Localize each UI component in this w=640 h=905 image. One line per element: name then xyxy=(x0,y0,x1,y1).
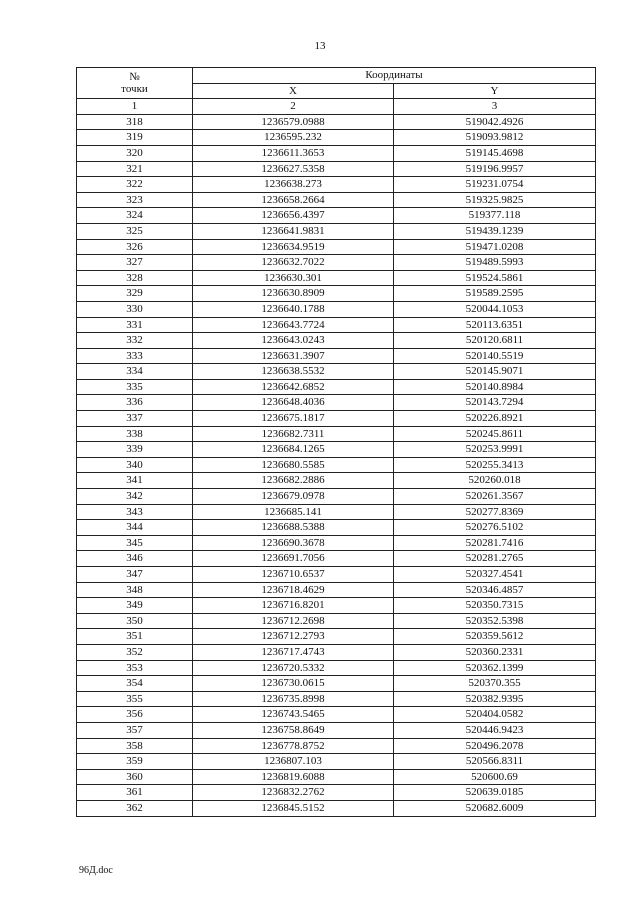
y-coordinate-cell: 519524.5861 xyxy=(394,270,596,286)
point-number-cell: 351 xyxy=(77,629,193,645)
point-number-cell: 318 xyxy=(77,114,193,130)
x-coordinate-cell: 1236685.141 xyxy=(193,504,394,520)
point-number-cell: 358 xyxy=(77,738,193,754)
point-number-cell: 327 xyxy=(77,255,193,271)
table-row xyxy=(77,457,596,473)
table-row xyxy=(77,130,596,146)
table-row xyxy=(77,800,596,816)
x-coordinate-cell: 1236632.7022 xyxy=(193,255,394,271)
y-coordinate-cell: 520446.9423 xyxy=(394,722,596,738)
y-coordinate-cell: 519042.4926 xyxy=(394,114,596,130)
y-coordinate-cell: 520253.9991 xyxy=(394,442,596,458)
y-coordinate-cell: 519145.4698 xyxy=(394,145,596,161)
y-coordinate-cell: 520566.8311 xyxy=(394,754,596,770)
table-row xyxy=(77,489,596,505)
x-coordinate-cell: 1236642.6852 xyxy=(193,379,394,395)
table-row xyxy=(77,145,596,161)
table-row xyxy=(77,379,596,395)
point-number-cell: 352 xyxy=(77,644,193,660)
y-header: Y xyxy=(394,83,596,99)
x-coordinate-cell: 1236743.5465 xyxy=(193,707,394,723)
column-number-2: 2 xyxy=(193,99,394,115)
point-number-word: точки xyxy=(121,83,148,96)
x-coordinate-cell: 1236638.273 xyxy=(193,177,394,193)
table-row xyxy=(77,239,596,255)
point-number-cell: 343 xyxy=(77,504,193,520)
point-number-cell: 333 xyxy=(77,348,193,364)
x-coordinate-cell: 1236845.5152 xyxy=(193,800,394,816)
x-coordinate-cell: 1236658.2664 xyxy=(193,192,394,208)
point-number-cell: 337 xyxy=(77,411,193,427)
y-coordinate-cell: 519231.0754 xyxy=(394,177,596,193)
point-number-cell: 359 xyxy=(77,754,193,770)
x-coordinate-cell: 1236682.2886 xyxy=(193,473,394,489)
column-number-1: 1 xyxy=(77,99,193,115)
x-header: X xyxy=(193,83,394,99)
x-coordinate-cell: 1236807.103 xyxy=(193,754,394,770)
x-coordinate-cell: 1236680.5585 xyxy=(193,457,394,473)
x-coordinate-cell: 1236611.3653 xyxy=(193,145,394,161)
point-number-cell: 356 xyxy=(77,707,193,723)
y-coordinate-cell: 520346.4857 xyxy=(394,582,596,598)
point-number-cell: 329 xyxy=(77,286,193,302)
point-number-cell: 349 xyxy=(77,598,193,614)
column-number-3: 3 xyxy=(394,99,596,115)
table-row xyxy=(77,177,596,193)
header-row-top xyxy=(77,68,596,84)
x-coordinate-cell: 1236688.5388 xyxy=(193,520,394,536)
table-row xyxy=(77,286,596,302)
y-coordinate-cell: 520281.7416 xyxy=(394,535,596,551)
point-number-cell: 348 xyxy=(77,582,193,598)
x-coordinate-cell: 1236638.5532 xyxy=(193,364,394,380)
table-row xyxy=(77,535,596,551)
y-coordinate-cell: 519325.9825 xyxy=(394,192,596,208)
point-number-cell: 328 xyxy=(77,270,193,286)
table-row xyxy=(77,769,596,785)
y-coordinate-cell: 520226.8921 xyxy=(394,411,596,427)
page-number: 13 xyxy=(314,40,326,52)
table-row xyxy=(77,676,596,692)
point-number-cell: 319 xyxy=(77,130,193,146)
x-coordinate-cell: 1236675.1817 xyxy=(193,411,394,427)
point-number-cell: 334 xyxy=(77,364,193,380)
point-number-cell: 326 xyxy=(77,239,193,255)
x-coordinate-cell: 1236832.2762 xyxy=(193,785,394,801)
point-number-cell: 346 xyxy=(77,551,193,567)
y-coordinate-cell: 519589.2595 xyxy=(394,286,596,302)
table-row xyxy=(77,442,596,458)
table-row xyxy=(77,754,596,770)
point-number-cell: 342 xyxy=(77,489,193,505)
table-row xyxy=(77,473,596,489)
point-number-cell: 354 xyxy=(77,676,193,692)
table-row xyxy=(77,691,596,707)
point-number-cell: 335 xyxy=(77,379,193,395)
table-row xyxy=(77,161,596,177)
x-coordinate-cell: 1236716.8201 xyxy=(193,598,394,614)
point-number-cell: 338 xyxy=(77,426,193,442)
y-coordinate-cell: 520350.7315 xyxy=(394,598,596,614)
point-number-cell: 347 xyxy=(77,567,193,583)
y-coordinate-cell: 519196.9957 xyxy=(394,161,596,177)
x-coordinate-cell: 1236682.7311 xyxy=(193,426,394,442)
point-number-cell: 336 xyxy=(77,395,193,411)
table-row xyxy=(77,551,596,567)
y-coordinate-cell: 520245.8611 xyxy=(394,426,596,442)
table-row xyxy=(77,660,596,676)
point-number-cell: 355 xyxy=(77,691,193,707)
x-coordinate-cell: 1236631.3907 xyxy=(193,348,394,364)
table-row xyxy=(77,629,596,645)
x-coordinate-cell: 1236819.6088 xyxy=(193,769,394,785)
y-coordinate-cell: 519377.118 xyxy=(394,208,596,224)
y-coordinate-cell: 520370.355 xyxy=(394,676,596,692)
table-row xyxy=(77,364,596,380)
x-coordinate-cell: 1236735.8998 xyxy=(193,691,394,707)
x-coordinate-cell: 1236710.6537 xyxy=(193,567,394,583)
x-coordinate-cell: 1236712.2698 xyxy=(193,613,394,629)
x-coordinate-cell: 1236579.0988 xyxy=(193,114,394,130)
point-number-cell: 330 xyxy=(77,301,193,317)
table-row xyxy=(77,208,596,224)
y-coordinate-cell: 520143.7294 xyxy=(394,395,596,411)
table-row xyxy=(77,317,596,333)
point-number-symbol: № xyxy=(129,71,140,84)
point-number-cell: 324 xyxy=(77,208,193,224)
x-coordinate-cell: 1236640.1788 xyxy=(193,301,394,317)
table-row xyxy=(77,301,596,317)
table-row xyxy=(77,426,596,442)
table-row xyxy=(77,348,596,364)
table-body xyxy=(77,114,596,816)
y-coordinate-cell: 519093.9812 xyxy=(394,130,596,146)
y-coordinate-cell: 520261.3567 xyxy=(394,489,596,505)
table-row xyxy=(77,644,596,660)
x-coordinate-cell: 1236641.9831 xyxy=(193,223,394,239)
table-row xyxy=(77,582,596,598)
y-coordinate-cell: 520113.6351 xyxy=(394,317,596,333)
y-coordinate-cell: 520140.5519 xyxy=(394,348,596,364)
y-coordinate-cell: 520682.6009 xyxy=(394,800,596,816)
x-coordinate-cell: 1236630.301 xyxy=(193,270,394,286)
x-coordinate-cell: 1236627.5358 xyxy=(193,161,394,177)
y-coordinate-cell: 520140.8984 xyxy=(394,379,596,395)
point-number-cell: 332 xyxy=(77,333,193,349)
x-coordinate-cell: 1236730.0615 xyxy=(193,676,394,692)
point-number-cell: 321 xyxy=(77,161,193,177)
point-number-cell: 320 xyxy=(77,145,193,161)
x-coordinate-cell: 1236717.4743 xyxy=(193,644,394,660)
table-row xyxy=(77,255,596,271)
y-coordinate-cell: 520145.9071 xyxy=(394,364,596,380)
y-coordinate-cell: 520281.2765 xyxy=(394,551,596,567)
x-coordinate-cell: 1236690.3678 xyxy=(193,535,394,551)
y-coordinate-cell: 520277.8369 xyxy=(394,504,596,520)
point-number-cell: 345 xyxy=(77,535,193,551)
y-coordinate-cell: 520044.1053 xyxy=(394,301,596,317)
footer-filename: 96Д.doc xyxy=(79,865,113,876)
point-number-cell: 322 xyxy=(77,177,193,193)
table-row xyxy=(77,270,596,286)
table-row xyxy=(77,395,596,411)
table-row xyxy=(77,722,596,738)
x-coordinate-cell: 1236679.0978 xyxy=(193,489,394,505)
table-row xyxy=(77,114,596,130)
x-coordinate-cell: 1236595.232 xyxy=(193,130,394,146)
x-coordinate-cell: 1236643.0243 xyxy=(193,333,394,349)
table-row xyxy=(77,520,596,536)
point-number-cell: 350 xyxy=(77,613,193,629)
point-number-cell: 340 xyxy=(77,457,193,473)
y-coordinate-cell: 520327.4541 xyxy=(394,567,596,583)
y-coordinate-cell: 520255.3413 xyxy=(394,457,596,473)
x-coordinate-cell: 1236643.7724 xyxy=(193,317,394,333)
x-coordinate-cell: 1236648.4036 xyxy=(193,395,394,411)
table-header xyxy=(77,68,596,115)
y-coordinate-cell: 520352.5398 xyxy=(394,613,596,629)
y-coordinate-cell: 520404.0582 xyxy=(394,707,596,723)
table-row xyxy=(77,411,596,427)
table-row xyxy=(77,333,596,349)
table-row xyxy=(77,707,596,723)
y-coordinate-cell: 520639.0185 xyxy=(394,785,596,801)
y-coordinate-cell: 520360.2331 xyxy=(394,644,596,660)
y-coordinate-cell: 519471.0208 xyxy=(394,239,596,255)
table-row xyxy=(77,738,596,754)
point-number-cell: 331 xyxy=(77,317,193,333)
table-row xyxy=(77,785,596,801)
x-coordinate-cell: 1236634.9519 xyxy=(193,239,394,255)
table-row xyxy=(77,567,596,583)
point-number-header xyxy=(77,68,193,99)
y-coordinate-cell: 520362.1399 xyxy=(394,660,596,676)
point-number-cell: 341 xyxy=(77,473,193,489)
x-coordinate-cell: 1236656.4397 xyxy=(193,208,394,224)
x-coordinate-cell: 1236691.7056 xyxy=(193,551,394,567)
point-number-cell: 357 xyxy=(77,722,193,738)
point-number-cell: 360 xyxy=(77,769,193,785)
column-number-row xyxy=(77,99,596,115)
table-row xyxy=(77,504,596,520)
x-coordinate-cell: 1236630.8909 xyxy=(193,286,394,302)
point-number-cell: 325 xyxy=(77,223,193,239)
table-row xyxy=(77,192,596,208)
x-coordinate-cell: 1236778.8752 xyxy=(193,738,394,754)
point-number-cell: 344 xyxy=(77,520,193,536)
coordinates-header: Координаты xyxy=(193,68,596,84)
table-row xyxy=(77,223,596,239)
coordinates-table xyxy=(76,67,596,817)
y-coordinate-cell: 520600.69 xyxy=(394,769,596,785)
x-coordinate-cell: 1236758.8649 xyxy=(193,722,394,738)
point-number-cell: 353 xyxy=(77,660,193,676)
point-number-cell: 362 xyxy=(77,800,193,816)
table-row xyxy=(77,598,596,614)
y-coordinate-cell: 520260.018 xyxy=(394,473,596,489)
y-coordinate-cell: 520382.9395 xyxy=(394,691,596,707)
y-coordinate-cell: 520276.5102 xyxy=(394,520,596,536)
point-number-cell: 361 xyxy=(77,785,193,801)
x-coordinate-cell: 1236720.5332 xyxy=(193,660,394,676)
x-coordinate-cell: 1236718.4629 xyxy=(193,582,394,598)
point-number-cell: 339 xyxy=(77,442,193,458)
y-coordinate-cell: 520120.6811 xyxy=(394,333,596,349)
x-coordinate-cell: 1236684.1265 xyxy=(193,442,394,458)
y-coordinate-cell: 520496.2078 xyxy=(394,738,596,754)
table-row xyxy=(77,613,596,629)
y-coordinate-cell: 520359.5612 xyxy=(394,629,596,645)
y-coordinate-cell: 519439.1239 xyxy=(394,223,596,239)
x-coordinate-cell: 1236712.2793 xyxy=(193,629,394,645)
y-coordinate-cell: 519489.5993 xyxy=(394,255,596,271)
point-number-cell: 323 xyxy=(77,192,193,208)
